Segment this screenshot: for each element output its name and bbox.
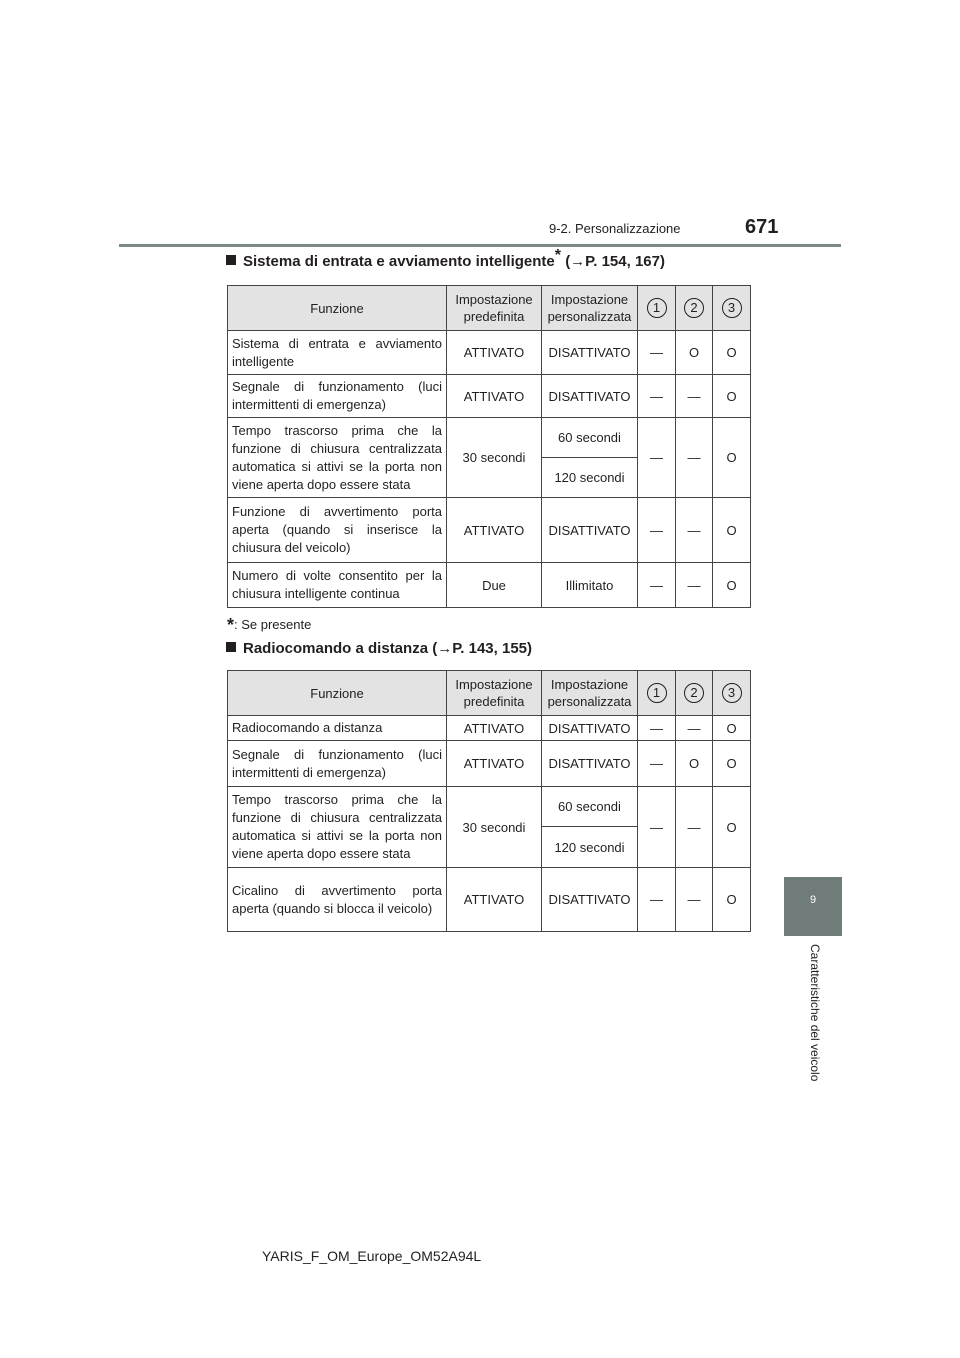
table-row <box>228 868 751 932</box>
page-reference: (→P. 154, 167) <box>565 253 665 270</box>
cell-col2: — <box>676 787 713 868</box>
circled-number-2: 2 <box>684 298 704 318</box>
cell-function: Tempo trascorso prima che la funzione di chiusura centralizzata automatica si attivi se la porta non viene aperta dopo essere stata <box>228 418 447 498</box>
table-row <box>228 498 751 563</box>
footnote-asterisk: * <box>227 615 235 635</box>
cell-custom: DISATTIVATO <box>542 375 638 418</box>
square-bullet-icon <box>226 642 236 652</box>
cell-function: Sistema di entrata e avviamento intelligente <box>228 331 447 375</box>
header-col1 <box>638 671 676 716</box>
table-header-row <box>228 671 751 716</box>
cell-custom: DISATTIVATO <box>542 741 638 787</box>
header-funzione: Funzione <box>228 286 447 331</box>
cell-col2: — <box>676 868 713 932</box>
cell-default: ATTIVATO <box>447 498 542 563</box>
cell-col3: O <box>713 418 751 498</box>
cell-col3: O <box>713 868 751 932</box>
circled-number-1: 1 <box>647 683 667 703</box>
table-row <box>228 563 751 608</box>
cell-function: Segnale di funzionamento (luci intermittenti di emergenza) <box>228 741 447 787</box>
cell-function: Numero di volte consentito per la chiusura intelligente continua <box>228 563 447 608</box>
cell-function: Funzione di avvertimento porta aperta (quando si inserisce la chiusura del veicolo) <box>228 498 447 563</box>
cell-col1: — <box>638 331 676 375</box>
cell-custom: DISATTIVATO <box>542 498 638 563</box>
cell-col1: — <box>638 787 676 868</box>
header-col2 <box>676 286 713 331</box>
table-row <box>228 716 751 741</box>
chapter-title: Caratteristiche del veicolo <box>808 944 822 1082</box>
header-col2 <box>676 671 713 716</box>
cell-col1: — <box>638 375 676 418</box>
cell-col2: O <box>676 741 713 787</box>
header-default: Impostazione predefinita <box>447 286 542 331</box>
cell-function: Tempo trascorso prima che la funzione di chiusura centralizzata automatica si attivi se la porta non viene aperta dopo essere stata <box>228 787 447 868</box>
header-default: Impostazione predefinita <box>447 671 542 716</box>
footnote <box>227 615 311 636</box>
page-reference: (→P. 143, 155) <box>432 640 533 657</box>
cell-col1: — <box>638 563 676 608</box>
cell-col1: — <box>638 741 676 787</box>
cell-col3: O <box>713 741 751 787</box>
cell-default: 30 secondi <box>447 418 542 498</box>
page-number: 671 <box>745 216 779 238</box>
cell-col2: — <box>676 418 713 498</box>
cell-function: Radiocomando a distanza <box>228 716 447 741</box>
cell-col2: — <box>676 498 713 563</box>
cell-custom: Illimitato <box>542 563 638 608</box>
cell-col1: — <box>638 868 676 932</box>
cell-default: ATTIVATO <box>447 331 542 375</box>
header-col3 <box>713 286 751 331</box>
cell-default: ATTIVATO <box>447 716 542 741</box>
settings-table-remote <box>227 670 751 932</box>
cell-default: ATTIVATO <box>447 868 542 932</box>
cell-custom: 120 secondi <box>542 827 638 868</box>
header-custom: Impostazione personalizzata <box>542 671 638 716</box>
cell-col3: O <box>713 787 751 868</box>
cell-col1: — <box>638 716 676 741</box>
circled-number-2: 2 <box>684 683 704 703</box>
header-col1 <box>638 286 676 331</box>
chapter-tab <box>784 877 842 936</box>
cell-col3: O <box>713 563 751 608</box>
cell-default: 30 secondi <box>447 787 542 868</box>
chapter-number: 9 <box>809 894 817 906</box>
section-title: 9-2. Personalizzazione <box>549 221 681 236</box>
section-heading-text: Sistema di entrata e avviamento intelligente <box>243 253 555 270</box>
cell-col3: O <box>713 375 751 418</box>
table-row <box>228 741 751 787</box>
table-row <box>228 787 751 827</box>
section-heading-smart-entry <box>226 247 665 270</box>
cell-custom: DISATTIVATO <box>542 331 638 375</box>
section-heading-remote <box>226 640 532 657</box>
cell-col3: O <box>713 331 751 375</box>
cell-col2: — <box>676 716 713 741</box>
cell-custom: 60 secondi <box>542 787 638 827</box>
table-header-row <box>228 286 751 331</box>
cell-function: Segnale di funzionamento (luci intermittenti di emergenza) <box>228 375 447 418</box>
header-funzione: Funzione <box>228 671 447 716</box>
cell-function: Cicalino di avvertimento porta aperta (quando si blocca il veicolo) <box>228 868 447 932</box>
circled-number-1: 1 <box>647 298 667 318</box>
cell-col2: — <box>676 375 713 418</box>
cell-custom: 120 secondi <box>542 458 638 498</box>
square-bullet-icon <box>226 255 236 265</box>
circled-number-3: 3 <box>722 298 742 318</box>
cell-custom: 60 secondi <box>542 418 638 458</box>
cell-col3: O <box>713 498 751 563</box>
document-code: YARIS_F_OM_Europe_OM52A94L <box>262 1248 482 1264</box>
cell-default: Due <box>447 563 542 608</box>
cell-col2: — <box>676 563 713 608</box>
asterisk-mark: * <box>554 247 562 264</box>
cell-col3: O <box>713 716 751 741</box>
cell-custom: DISATTIVATO <box>542 868 638 932</box>
table-row <box>228 375 751 418</box>
header-custom: Impostazione personalizzata <box>542 286 638 331</box>
section-heading-text: Radiocomando a distanza <box>243 640 429 657</box>
cell-col2: O <box>676 331 713 375</box>
table-row <box>228 331 751 375</box>
cell-default: ATTIVATO <box>447 741 542 787</box>
circled-number-3: 3 <box>722 683 742 703</box>
cell-default: ATTIVATO <box>447 375 542 418</box>
cell-col1: — <box>638 498 676 563</box>
header-divider <box>119 244 841 247</box>
footnote-text: : Se presente <box>234 617 312 632</box>
settings-table-smart-entry <box>227 285 751 608</box>
header-col3 <box>713 671 751 716</box>
cell-col1: — <box>638 418 676 498</box>
table-row <box>228 418 751 458</box>
cell-custom: DISATTIVATO <box>542 716 638 741</box>
